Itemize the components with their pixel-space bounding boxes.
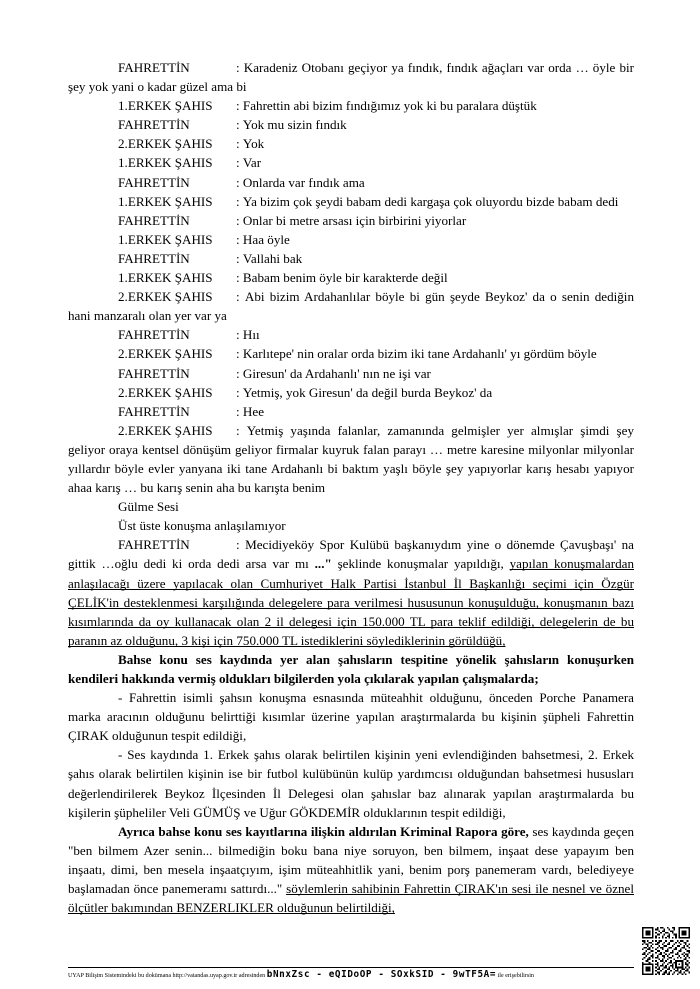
speaker-separator: :	[236, 422, 240, 438]
speaker-label: 1.ERKEK ŞAHIS	[118, 193, 213, 209]
dialogue-line	[68, 173, 634, 192]
dialogue-line	[68, 115, 634, 134]
utterance-text: Giresun' da Ardahanlı' nın ne işi var	[242, 365, 431, 381]
dialogue-line	[68, 421, 634, 497]
speaker-label: 2.ERKEK ŞAHIS	[118, 136, 213, 152]
dialogue-line	[68, 325, 634, 344]
utterance-text: Hee	[242, 403, 265, 419]
utterance-text: Yok mu sizin fındık	[242, 117, 347, 133]
section-lead-text: Bahse konu ses kaydında yer alan şahısların tespitine yönelik şahısların konuşurken kendileri hakkında vermiş oldukları bilgilerden yola çıkılarak yapılan çalışmalarda;	[68, 651, 634, 686]
section-criminal-report	[68, 822, 634, 917]
utterance-text: Ya bizim çok şeydi babam dedi kargaşa çok oluyordu bizde babam dedi	[242, 193, 619, 209]
speaker-separator: :	[236, 212, 240, 228]
utterance-text: Karlıtepe' nin oralar orda bizim iki tane Ardahanlı' yı gördüm böyle	[242, 346, 597, 362]
utterance-text: Babam benim öyle bir karakterde değil	[242, 270, 448, 286]
speaker-label: FAHRETTİN	[118, 327, 190, 343]
speaker-separator: :	[236, 136, 240, 152]
speaker-separator: :	[236, 537, 240, 553]
statement-quote-marker: ..."	[314, 556, 332, 572]
dialogue-line	[68, 134, 634, 153]
dialogue-line	[68, 364, 634, 383]
bullet-text: - Fahrettin isimli şahsın konuşma esnasında müteahhit olduğunu, önceden Porche Panamera marka aracının olduğunu belirttiği kısımlar üzerine yapılan araştırmalarda bu kişinin şüpheli Fahrettin ÇIRAK olduğunun tespit edildiği,	[68, 690, 634, 744]
speaker-label: FAHRETTİN	[118, 365, 190, 381]
speaker-separator: :	[236, 60, 240, 75]
speaker-separator: :	[236, 193, 240, 209]
footer-verification-code: bNnxZsc - eQIDoOP - SOxkSID - 9wTF5A=	[266, 969, 497, 980]
footer-divider	[68, 967, 634, 968]
speaker-separator: :	[236, 155, 240, 171]
footer-text-after: ile erişebilirsin	[496, 973, 534, 979]
dialogue-line	[68, 211, 634, 230]
dialogue-line	[68, 153, 634, 172]
utterance-text: Yok	[242, 136, 265, 152]
statement-plain-before: Mecidiyeköy Spor Kulübü başkanıydım yine o dönemde Çavuşbaşı' na gittik …oğlu dedi ki orda dedi arsa var mı	[68, 537, 634, 572]
section-bullet	[68, 688, 634, 745]
utterance-text: Hıı	[242, 327, 260, 343]
document-body	[68, 58, 634, 917]
speaker-label: 1.ERKEK ŞAHIS	[118, 270, 213, 286]
section-underlined-passage: söylemlerin sahibinin Fahrettin ÇIRAK'ın sesi ile nesnel ve öznel ölçütler bakımından BENZERLIKLER olduğunun belirtildiği,	[68, 881, 635, 916]
utterance-text: Abi bizim Ardahanlılar böyle bi gün şeyde Beykoz' da o senin dediğin hani manzaralı olan yer var ya	[68, 289, 634, 324]
speaker-separator: :	[236, 270, 240, 286]
final-statement	[68, 535, 634, 650]
speaker-separator: :	[236, 384, 240, 400]
bullet-text: - Ses kaydında 1. Erkek şahıs olarak belirtilen kişinin yeni evlendiğinden bahsetmesi, 2. Erkek şahıs olarak belirtilen kişinin ise bir futbol kulübünün kulüp yardımcısı olduğundan bahsetmesi hususları değerlendirilerek Beykoz İlçesinden İl Delegesi olan şahıslar baz alınarak yapılan araştırmalarda bu kişilerin şüpheliler Veli GÜMÜŞ ve Uğur GÖKDEMİR olduklarının tespit edildiği,	[68, 747, 634, 820]
speaker-label: 2.ERKEK ŞAHIS	[118, 289, 213, 305]
footer-text-before: UYAP Bilişim Sistemindeki bu dokümana http://vatandas.uyap.gov.tr adresinden	[68, 973, 267, 979]
speaker-separator: :	[236, 403, 240, 419]
speaker-label: FAHRETTİN	[118, 117, 190, 133]
statement-plain-after: şeklinde konuşmalar yapıldığı,	[331, 556, 510, 572]
dialogue-line	[68, 192, 634, 211]
speaker-separator: :	[236, 250, 240, 266]
utterance-text: Haa öyle	[242, 231, 290, 247]
section-lead-text: Ayrıca bahse konu ses kayıtlarına ilişkin aldırılan Kriminal Rapora göre,	[118, 823, 529, 839]
speaker-label: FAHRETTİN	[118, 174, 190, 190]
speaker-separator: :	[236, 365, 240, 381]
dialogue-line	[68, 287, 634, 325]
dialogue-line	[68, 344, 634, 363]
speaker-label: 2.ERKEK ŞAHIS	[118, 422, 213, 438]
speaker-label: 1.ERKEK ŞAHIS	[118, 155, 213, 171]
speaker-label: FAHRETTİN	[118, 403, 190, 419]
utterance-text: Yetmiş yaşında falanlar, zamanında gelmişler yer almışlar şimdi şey geliyor oraya kentsel dönüşüm geliyor firmalar kuyruk falan parayı … metre karesine milyonlar milyonlar yıllardır böyle evler yanyana iki tane Ardahanlı bi baktım yaşlı böyle şey yapıyorlar karış hesabı yapıyor ahaa karış … bu karış senin aha bu karışta benim	[68, 422, 634, 496]
qr-code-icon	[642, 927, 690, 975]
dialogue-line	[68, 268, 634, 287]
speaker-separator: :	[236, 289, 240, 305]
dialogue-line	[68, 402, 634, 421]
section-plain-text: ses kaydında geçen "ben bilmem Azer senin... bilmediğin boku bana niye soruyon, ben bilmem, inşaat dese yapayım ben inşaatı, dimi, ben mesela inşaatçıyım, işim müteahhitlik yani, benim porş panemeram vardı, belediyeye başlamadan önce panemeramı sattırdı..."	[68, 823, 634, 897]
utterance-text: Vallahi bak	[242, 250, 303, 266]
speaker-label: FAHRETTİN	[118, 60, 190, 75]
speaker-label: 2.ERKEK ŞAHIS	[118, 346, 213, 362]
utterance-text: Yetmiş, yok Giresun' da değil burda Beykoz' da	[242, 384, 493, 400]
speaker-label: 2.ERKEK ŞAHIS	[118, 384, 213, 400]
section-bold-lead	[68, 650, 634, 688]
utterance-text: Onlarda var fındık ama	[242, 174, 365, 190]
speaker-separator: :	[236, 327, 240, 343]
footer-text-line	[68, 970, 634, 981]
speaker-label: FAHRETTİN	[118, 250, 190, 266]
page-footer	[68, 967, 634, 981]
speaker-separator: :	[236, 174, 240, 190]
speaker-label: 1.ERKEK ŞAHIS	[118, 98, 213, 114]
utterance-text: Onlar bi metre arsası için birbirini yiyorlar	[242, 212, 467, 228]
dialogue-line	[68, 249, 634, 268]
utterance-text: Fahrettin abi bizim fındığımız yok ki bu paralara düştük	[242, 98, 537, 114]
dialogue-line	[68, 230, 634, 249]
transcript-note: Gülme Sesi	[118, 499, 179, 515]
statement-underlined-passage: yapılan konuşmalardan anlaşılacağı üzere yapılacak olan Cumhuriyet Halk Partisi İstanbul İl Başkanlığı seçimi için Özgür ÇELİK'in desteklenmesi karşılığında delegelere para verilmesi hususunun konuşulduğu, konuşmanın bazı kısımlarında da oy kullanacak olan 2 il delegesi için 150.000 TL para teklif edildiği, delegelerin de bu paranın az olduğunu, 3 kişi için 750.000 TL istediklerini söylediklerinin görüldüğü,	[68, 556, 634, 648]
speaker-label: FAHRETTİN	[118, 212, 190, 228]
dialogue-line	[68, 383, 634, 402]
speaker-separator: :	[236, 346, 240, 362]
dialogue-line	[68, 96, 634, 115]
section-bullet	[68, 745, 634, 821]
qr-code-svg	[642, 927, 690, 975]
speaker-separator: :	[236, 231, 240, 247]
transcript-note: Üst üste konuşma anlaşılamıyor	[118, 518, 286, 534]
speaker-label: FAHRETTİN	[118, 537, 190, 553]
speaker-separator: :	[236, 117, 240, 133]
dialogue-line	[68, 58, 634, 96]
speaker-label: 1.ERKEK ŞAHIS	[118, 231, 213, 247]
speaker-separator: :	[236, 98, 240, 114]
utterance-text: Karadeniz Otobanı geçiyor ya fındık, fındık ağaçları var orda … öyle bir şey yok yani o kadar güzel ama bi	[68, 60, 635, 95]
utterance-text: Var	[242, 155, 262, 171]
